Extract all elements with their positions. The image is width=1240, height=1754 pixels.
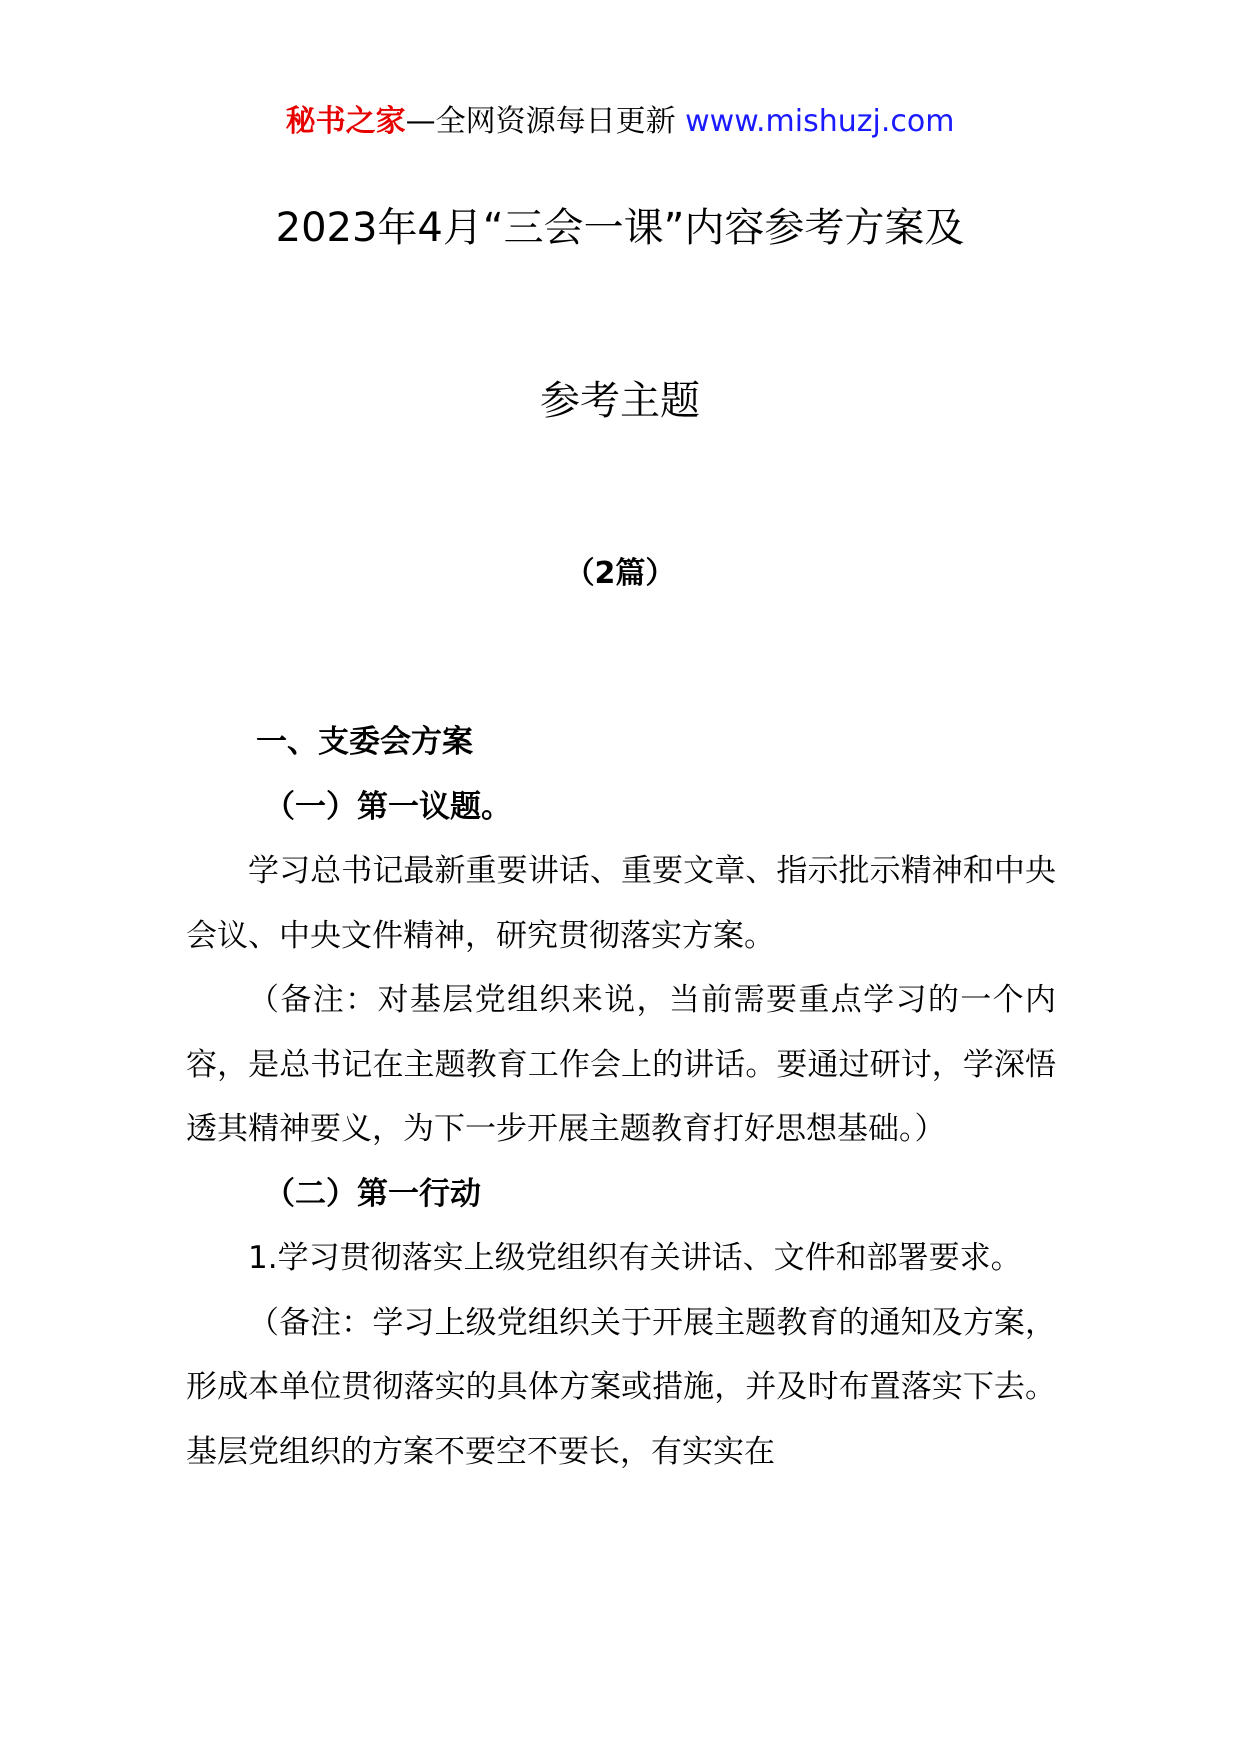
- site-tagline: —全网资源每日更新: [405, 104, 676, 139]
- note-paragraph: （备注：学习上级党组织关于开展主题教育的通知及方案，形成本单位贯彻落实的具体方案或措施，并及时布置落实下去。基层党组织的方案不要空不要长，有实实在: [186, 1304, 1056, 1470]
- section-heading: 一、支委会方案: [256, 724, 473, 760]
- document-title-line-2: 参考主题: [540, 378, 700, 424]
- subsection-heading: （二）第一行动: [264, 1175, 481, 1212]
- body-paragraph: 学习总书记最新重要讲话、重要文章、指示批示精神和中央会议、中央文件精神，研究贯彻落实方案。: [186, 853, 1056, 954]
- site-brand: 秘书之家: [285, 104, 406, 139]
- subsection-heading: （一）第一议题。: [264, 788, 512, 825]
- site-header: [0, 100, 1240, 144]
- document-body: [186, 710, 1056, 1484]
- body-paragraph: 1.学习贯彻落实上级党组织有关讲话、文件和部署要求。: [248, 1240, 1022, 1276]
- note-paragraph: （备注：对基层党组织来说，当前需要重点学习的一个内容，是总书记在主题教育工作会上的讲话。要通过研讨，学深悟透其精神要义，为下一步开展主题教育打好思想基础。）: [186, 982, 1056, 1147]
- site-url-link[interactable]: www.mishuzj.com: [685, 104, 955, 139]
- document-title-line-1: 2023年4月“三会一课”内容参考方案及: [275, 205, 965, 251]
- document-count: （2篇）: [564, 556, 676, 591]
